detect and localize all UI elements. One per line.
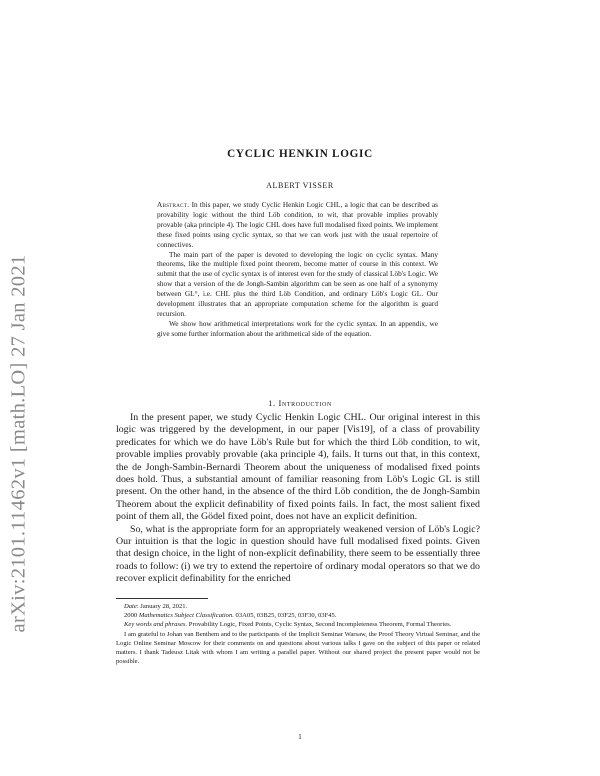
footnote-keywords	[116, 620, 480, 629]
abstract-label: Abstract.	[157, 200, 190, 209]
footnote-msc-label: Mathematics Subject Classification.	[138, 612, 234, 620]
footnote-date-value: : January 28, 2021.	[136, 603, 188, 610]
body-paragraph: In the present paper, we study Cyclic Henkin Logic CHL. Our original interest in this logic was triggered by the development, in our paper [Vis19], of a class of provability predicates for which we do have Löb's Rule but for which the third Löb condition, to wit, provable implies provably provable (aka principle 4), fails. It turns out that, in this context, the de Jongh-Sambin-Bernardi Theorem about the uniqueness of modalised fixed points does hold. Thus, a substantial amount of familiar reasoning from Löb's Logic GL is still present. On the other hand, in the absence of the third Löb condition, the de Jongh-Sambin Theorem about the explicit definability of fixed points fails. In fact, the most salient fixed point of them all, the Gödel fixed point, does not have an explicit definition.	[116, 412, 480, 523]
abstract-paragraph	[157, 200, 438, 250]
abstract-paragraph: We show how arithmetical interpretations work for the cyclic syntax. In an appendix, we give some further information about the arithmetical side of the equation.	[157, 318, 438, 338]
footnote-rule	[116, 598, 208, 599]
body-text	[116, 412, 480, 586]
footnote-keywords-value: Provability Logic, Fixed Points, Cyclic Syntax, Second Incompleteness Theorem, Formal Theories.	[187, 621, 452, 629]
arxiv-identifier	[6, 178, 32, 708]
footnotes	[116, 602, 480, 666]
footnote-msc-value: 03A05, 03B25, 03F25, 03F30, 03F45.	[233, 612, 337, 620]
arxiv-identifier-text: arXiv:2101.11462v1 [math.LO] 27 Jan 2021	[7, 254, 30, 632]
paper-title: CYCLIC HENKIN LOGIC	[227, 148, 373, 160]
author-name: ALBERT VISSER	[266, 181, 334, 190]
footnote-date-label: Date	[124, 603, 137, 610]
page-number: 1	[298, 732, 302, 741]
abstract	[157, 200, 438, 339]
abstract-text: In this paper, we study Cyclic Henkin Logic CHL, a logic that can be described as provability logic without the third Löb condition, to wit, that provable implies provably provable (aka principle 4). The logic CHL does have full modalised fixed points. We implement these fixed points using cyclic syntax, so that we can work just with the usual repertoire of connectives.	[157, 200, 438, 249]
footnote-msc	[116, 611, 480, 620]
abstract-paragraph: The main part of the paper is devoted to developing the logic on cyclic syntax. Many theorems, like the multiple fixed point theorem, become matter of course in this context. We submit that the use of cyclic syntax is of interest even for the study of classical Löb's Logic. We show that a version of the de Jongh-Sambin algorithm can be seen as one half of a synonymy between GL°, i.e. CHL plus the third Löb Condition, and ordinary Löb's Logic GL. Our development illustrates that an appropriate computation scheme for the algorithm is guard recursion.	[157, 249, 438, 318]
footnote-keywords-label: Key words and phrases.	[124, 621, 188, 629]
footnote-date	[116, 602, 480, 611]
footnote-msc-prefix: 2000	[124, 612, 139, 620]
footnote-thanks: I am grateful to Johan van Benthem and to the participants of the Implicit Seminar Warsaw, the Proof Theory Virtual Seminar, and the Logic Online Seminar Moscow for their comments on and questions about various talks I gave on the subject of this paper or related matters. I thank Tadeusz Litak with whom I am writing a parallel paper. Without our shared project the present paper would not be possible.	[116, 630, 480, 666]
body-paragraph: So, what is the appropriate form for an appropriately weakened version of Löb's Logic? Our intuition is that the logic in question should have full modalised fixed points. Given that design choice, in the light of non-explicit definability, there seem to be essentially three roads to follow: (i) we try to extend the repertoire of ordinary modal operators so that we do recover explicit definability for the enriched	[116, 523, 480, 585]
section-heading: 1. Introduction	[268, 398, 332, 408]
